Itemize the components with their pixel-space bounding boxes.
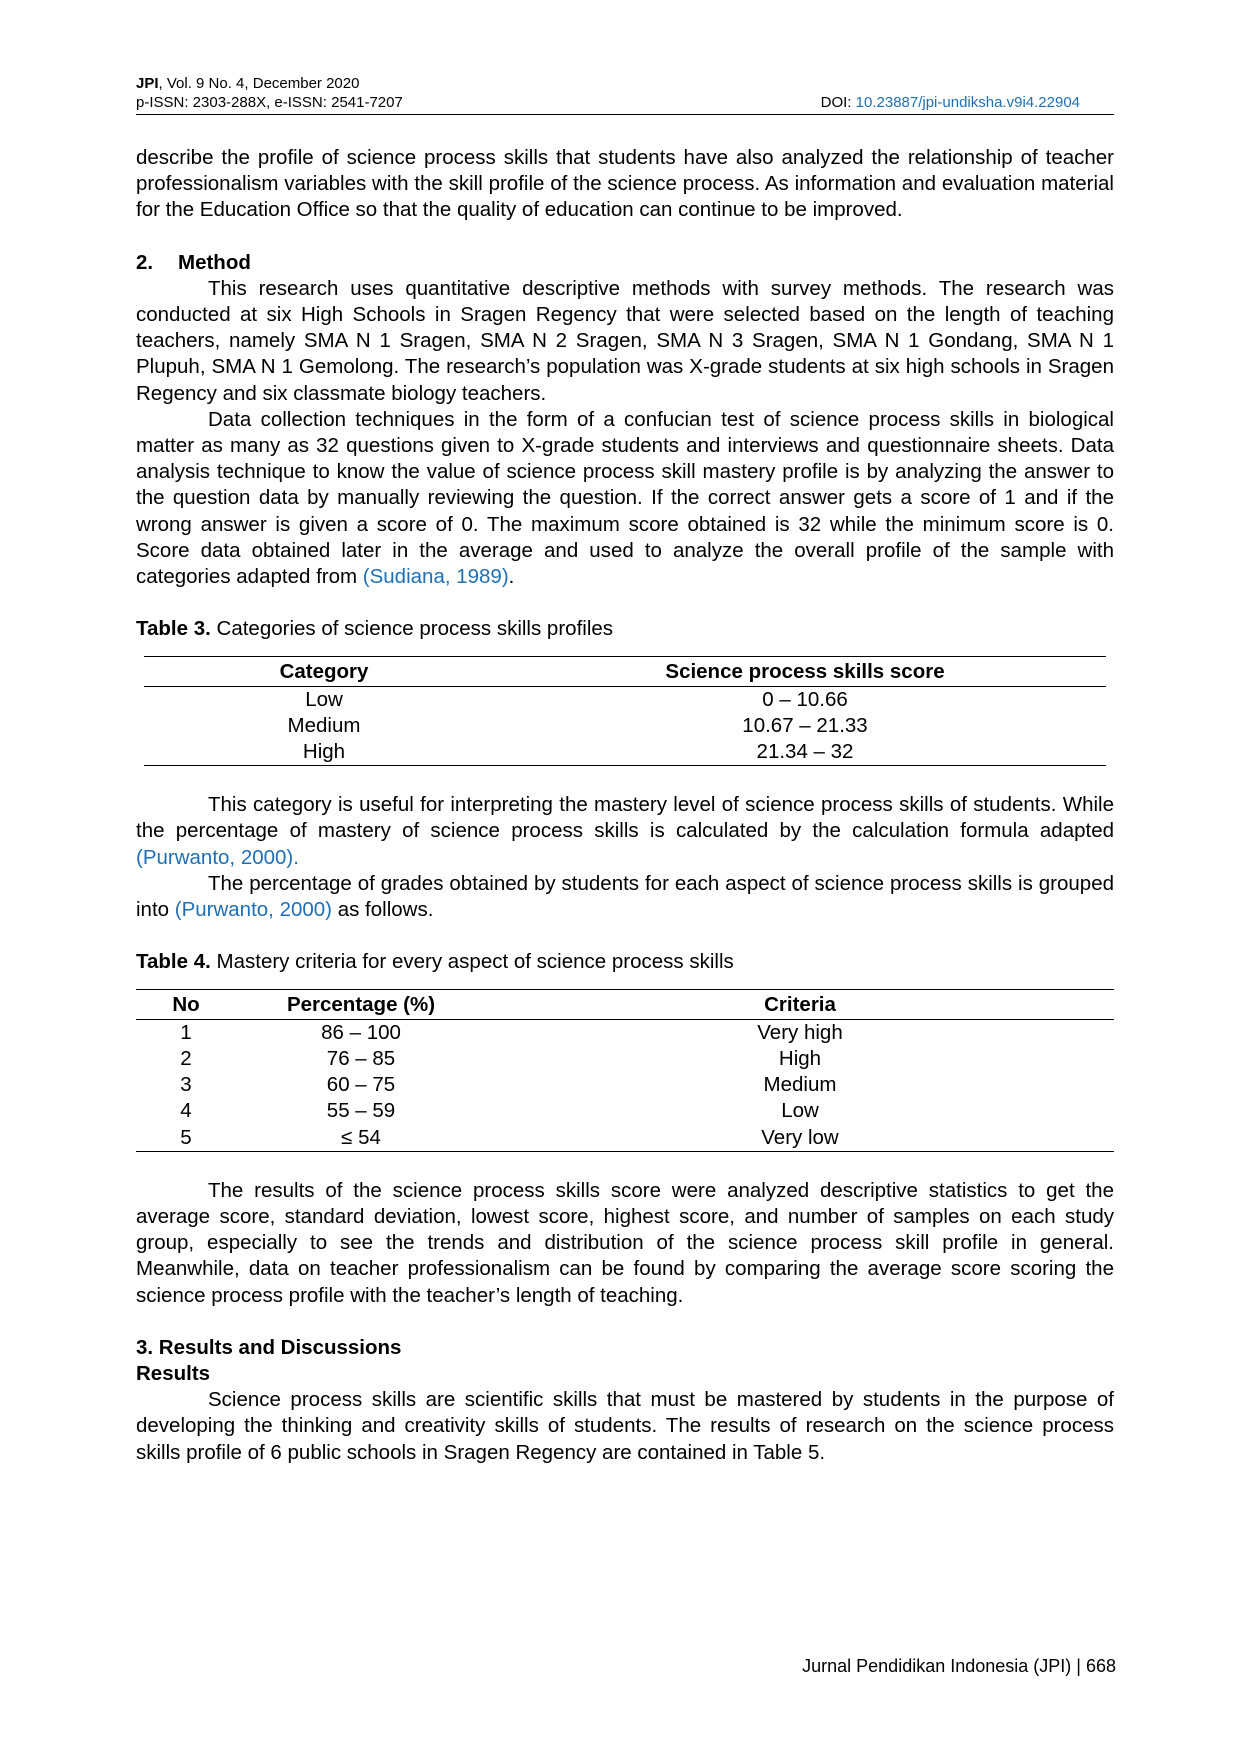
table4-caption [136, 949, 1114, 975]
journal-line [136, 74, 1114, 93]
table4-header-no: No [136, 990, 236, 1019]
journal-abbr: JPI [136, 75, 159, 92]
table4-cell: 3 [180, 1073, 192, 1097]
method-paragraph-1: This research uses quantitative descriptive methods with survey methods. The research was conducted at six High Schools in Sragen Regency that were selected based on the length of teaching teachers, namely SMA N 1 Sragen, SMA N 2 Sragen, SMA N 3 Sragen, SMA N 1 Gondang, SMA N 1 Plupuh, SMA N 1 Gemolong. The research’s population was X-grade students at six high schools in Sragen Regency and six classmate biology teachers. [136, 276, 1114, 405]
table4-header-criteria: Criteria [486, 990, 1114, 1019]
table4 [136, 989, 1114, 1151]
table-row [136, 1046, 1114, 1072]
results-subheading: Results [136, 1361, 211, 1385]
method-paragraph-2 [136, 407, 1114, 590]
table4-cell: High [778, 1046, 822, 1070]
table4-cell: 86 – 100 [321, 1020, 401, 1044]
page-body [136, 145, 1114, 1466]
results-paragraph: Science process skills are scientific skills that must be mastered by students in the purpose of developing the thinking and creativity skills of students. The results of research on the science process skills profile of 6 public schools in Sragen Regency are contained in Table 5. [136, 1388, 1114, 1464]
page-header [136, 74, 1114, 112]
after-table3-paragraph-2 [136, 871, 1114, 923]
table-row [136, 1019, 1114, 1046]
after-table3-paragraph-1 [136, 792, 1114, 871]
table3-cell: 0 – 10.66 [762, 687, 848, 711]
table-row [144, 713, 1106, 739]
header-rule [136, 114, 1114, 115]
table3-cell: High [302, 740, 346, 764]
after-table3-p2-text: The percentage of grades obtained by students for each aspect of science process skills is grouped into [136, 871, 1114, 922]
table-row [144, 686, 1106, 713]
table-row [136, 1072, 1114, 1098]
doi [821, 93, 1080, 112]
after-table4-paragraph: The results of the science process skills score were analyzed descriptive statistics to get the average score, standard deviation, lowest score, highest score, and number of samples on each study group, especially to see the trends and distribution of the science process skill profile in general. Meanwhile, data on teacher professionalism can be found by comparing the average score scoring the science process profile with the teacher’s length of teaching. [136, 1178, 1114, 1307]
doi-label: DOI: [820, 94, 856, 111]
table4-cell: Low [781, 1099, 819, 1123]
table3-header-score: Science process skills score [504, 657, 1106, 686]
method-p2-end: . [508, 565, 515, 589]
after-table3-p1-text: This category is useful for interpreting the mastery level of science process skills of students. While the percentage of mastery of science process skills is calculated by the calculation formula adapted [136, 793, 1114, 843]
table4-cell: 5 [180, 1125, 192, 1149]
table4-cell: 55 – 59 [326, 1099, 396, 1123]
table4-cell: 1 [180, 1020, 192, 1044]
table4-cell: 60 – 75 [326, 1073, 396, 1097]
method-title: Method [178, 250, 251, 274]
table4-cell: 76 – 85 [326, 1046, 396, 1070]
intro-paragraph: describe the profile of science process skills that students have also analyzed the relationship of teacher professionalism variables with the skill profile of the science process. As information and evaluation material for the Education Office so that the quality of education can continue to be improved. [136, 146, 1114, 222]
table3-header-row [144, 657, 1106, 686]
table3-cell: Medium [287, 713, 361, 737]
table3-caption-text: Categories of science process skills profiles [210, 617, 614, 641]
table4-cell: Medium [763, 1073, 837, 1097]
citation-purwanto-2[interactable]: (Purwanto, 2000) [174, 898, 333, 922]
doi-link[interactable]: 10.23887/jpi-undiksha.v9i4.22904 [855, 94, 1080, 111]
citation-sudiana[interactable]: (Sudiana, 1989) [362, 565, 509, 589]
table4-cell: Very low [761, 1125, 839, 1149]
method-p2-text: Data collection techniques in the form of a confucian test of science process skills in biological matter as many as 32 questions given to X-grade students and interviews and questionnaire sheets. Data analysis technique to know the value of science process skill mastery profile is by analyzing the answer to the question data by manually reviewing the question. If the correct answer gets a score of 1 and if the wrong answer is given a score of 0. The maximum score obtained is 32 while the minimum score is 0. Score data obtained later in the average and used to analyze the overall profile of the sample with categories adapted from [136, 407, 1114, 589]
citation-purwanto-1[interactable]: (Purwanto, 2000). [136, 845, 299, 869]
table4-cell: 4 [180, 1099, 192, 1123]
method-number: 2. [136, 250, 154, 274]
table4-caption-text: Mastery criteria for every aspect of science process skills [210, 950, 734, 974]
issn: p-ISSN: 2303-288X, e-ISSN: 2541-7207 [136, 94, 403, 111]
results-section-heading: 3. Results and Discussions [136, 1335, 402, 1359]
table3-caption [136, 616, 1114, 642]
after-table3-p2-end: as follows. [332, 898, 434, 922]
table-row [136, 1098, 1114, 1124]
table3 [144, 656, 1106, 766]
table-row [144, 739, 1106, 766]
table3-cell: 21.34 – 32 [756, 740, 854, 764]
table4-header-row [136, 990, 1114, 1019]
table4-cell: Very high [757, 1020, 843, 1044]
volume-info: , Vol. 9 No. 4, December 2020 [158, 75, 360, 92]
table3-cell: 10.67 – 21.33 [742, 713, 868, 737]
table3-label: Table 3. [136, 617, 211, 641]
table4-label: Table 4. [136, 950, 211, 974]
table4-cell: ≤ 54 [341, 1125, 381, 1149]
table3-header-category: Category [144, 657, 504, 686]
page-footer: Jurnal Pendidikan Indonesia (JPI) | 668 [802, 1656, 1116, 1676]
method-heading [136, 250, 1114, 276]
table4-header-percentage: Percentage (%) [236, 990, 486, 1019]
issn-line [136, 93, 1114, 112]
table-row [136, 1125, 1114, 1152]
table4-cell: 2 [180, 1046, 192, 1070]
table3-cell: Low [305, 687, 343, 711]
